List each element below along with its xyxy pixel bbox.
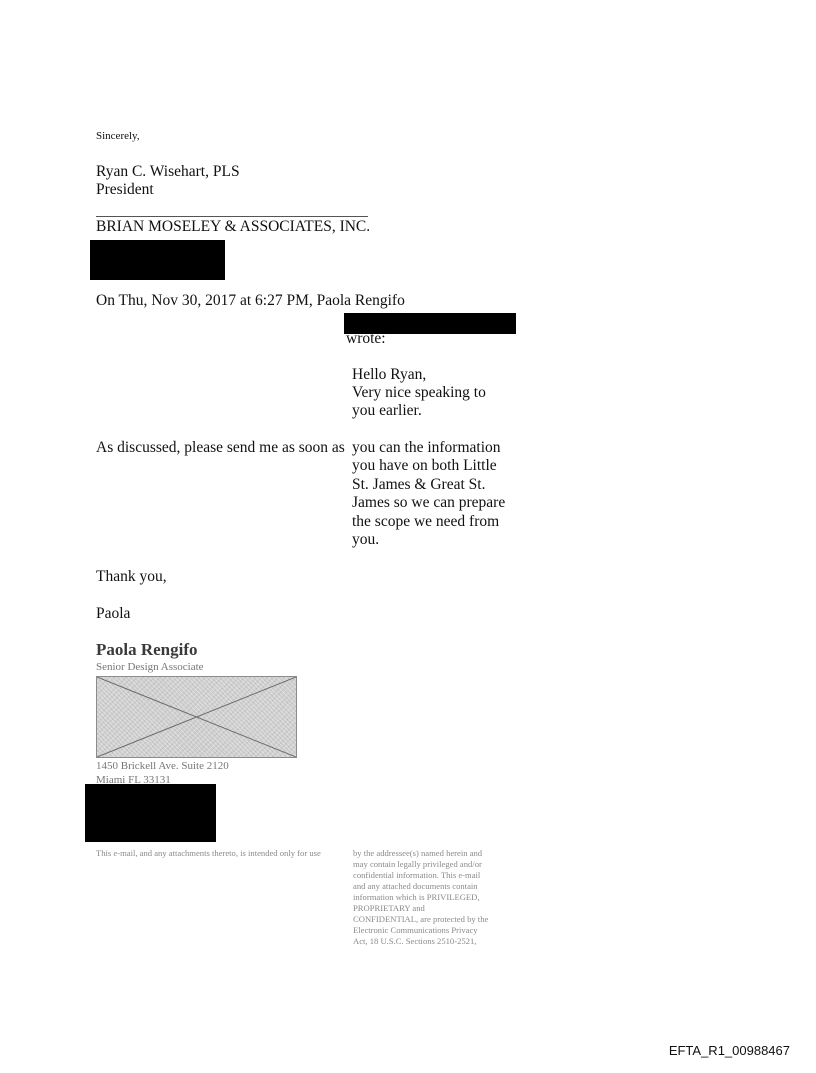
message-line: you have on both Little — [352, 457, 497, 474]
disclaimer-line: confidential information. This e-mail — [353, 870, 481, 880]
disclaimer-line: Act, 18 U.S.C. Sections 2510-2521, — [353, 936, 477, 946]
message-thanks: Thank you, — [96, 568, 167, 585]
message-line: James so we can prepare — [352, 494, 506, 511]
message-line: the scope we need from — [352, 513, 500, 530]
disclaimer-line: information which is PRIVILEGED, — [353, 892, 480, 902]
quote-header: On Thu, Nov 30, 2017 at 6:27 PM, Paola Rengifo — [96, 292, 405, 309]
message-line: you. — [352, 531, 380, 548]
signature-title: Senior Design Associate — [96, 661, 204, 673]
disclaimer-line: PROPRIETARY and — [353, 903, 425, 913]
message-line: Very nice speaking to — [352, 384, 486, 401]
quote-wrote: wrote: — [346, 330, 386, 347]
message-line: St. James & Great St. — [352, 476, 486, 493]
disclaimer-line: CONFIDENTIAL, are protected by the — [353, 914, 489, 924]
missing-image-placeholder — [96, 676, 297, 758]
disclaimer-line: Electronic Communications Privacy — [353, 925, 478, 935]
redaction-box — [85, 784, 216, 842]
message-signoff: Paola — [96, 605, 131, 622]
disclaimer-line: and any attached documents contain — [353, 881, 478, 891]
message-line: you earlier. — [352, 402, 422, 419]
disclaimer-line: may contain legally privileged and/or — [353, 859, 482, 869]
sender-name: Ryan C. Wisehart, PLS — [96, 163, 240, 180]
document-id: EFTA_R1_00988467 — [668, 1043, 790, 1058]
signature-rule — [96, 216, 368, 217]
message-lead: As discussed, please send me as soon as — [96, 439, 345, 456]
message-line: you can the information — [352, 439, 501, 456]
message-greeting: Hello Ryan, — [352, 366, 427, 383]
redaction-box — [90, 240, 225, 280]
disclaimer-lead: This e-mail, and any attachments thereto, is intended only for use — [96, 848, 321, 858]
signature-address-line2: Miami FL 33131 — [96, 774, 171, 784]
broken-image-icon — [97, 677, 296, 757]
signature-address-line1: 1450 Brickell Ave. Suite 2120 — [96, 760, 229, 772]
signature-name: Paola Rengifo — [96, 640, 198, 659]
disclaimer-line: by the addressee(s) named herein and — [353, 848, 483, 858]
sender-company: BRIAN MOSELEY & ASSOCIATES, INC. — [96, 218, 371, 235]
sender-title: President — [96, 181, 154, 198]
closing-text: Sincerely, — [96, 130, 140, 142]
